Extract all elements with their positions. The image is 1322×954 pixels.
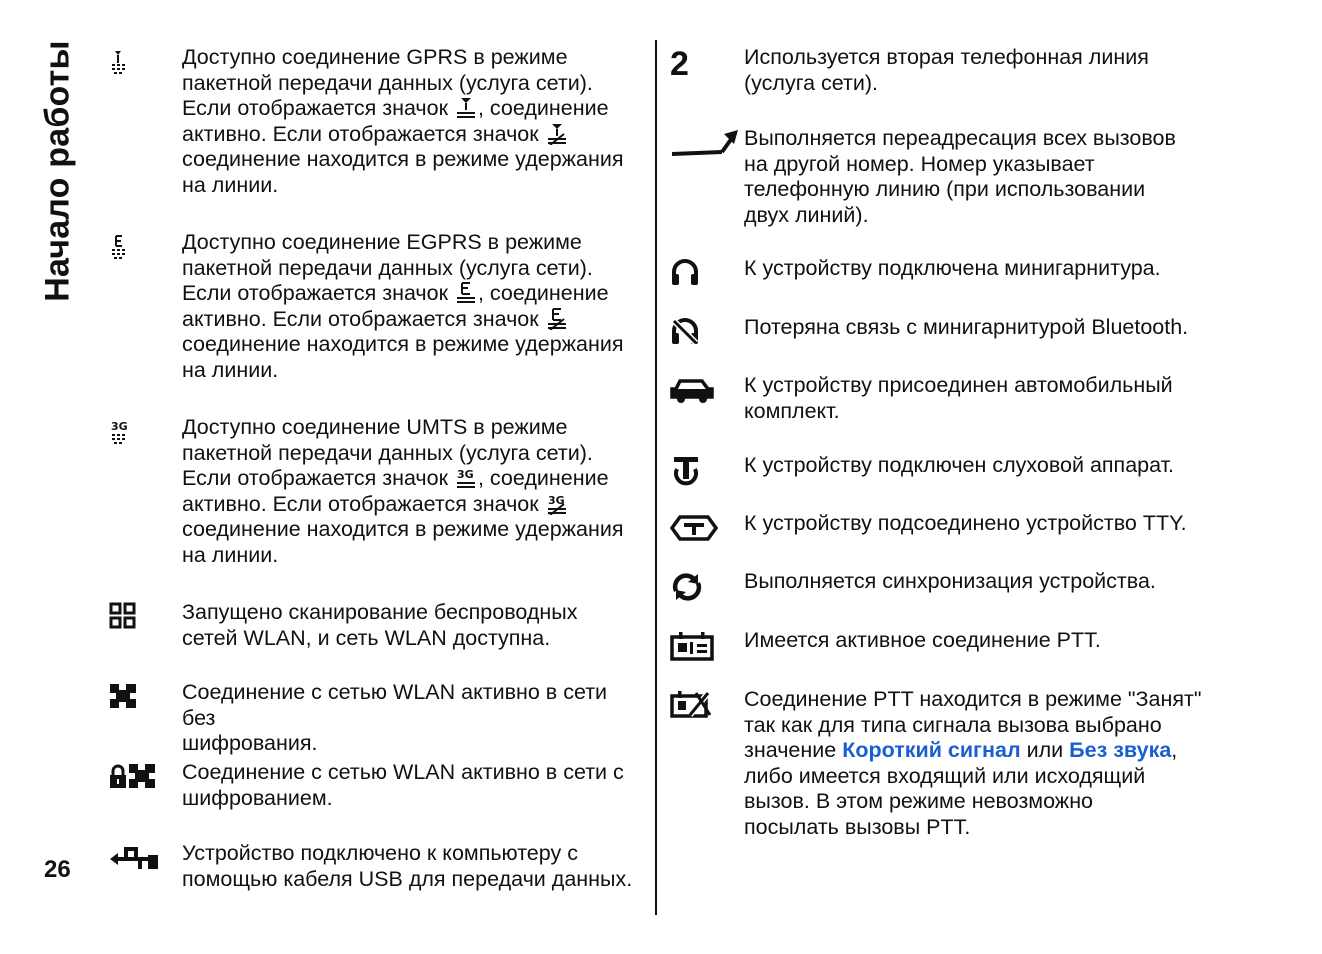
keyword-silent: Без звука [1069,738,1172,762]
gprs-hold-icon [546,123,568,145]
entry-car-kit-text: К устройству присоединен автомобильный комплект. [744,373,1173,423]
entry-wlan-active-text: Соединение с сетью WLAN активно в сети без шифрования. [182,680,608,755]
headset-icon [670,258,720,292]
entry-usb-text: Устройство подключено к компьютеру с помощью кабеля USB для передачи данных. [182,841,633,891]
umts-active-icon [455,467,477,489]
svg-text:3G: 3G [456,468,474,481]
call-divert-icon [670,128,740,162]
wlan-active-icon [108,682,158,716]
entry-egprs-text: Доступно соединение EGPRS в режиме пакетной передачи данных (услуга сети). Если отображается значок , соединение активно. Если отображается значок соединение находится в режиме удержания на линии. [182,230,624,382]
ptt-active-icon [670,630,720,664]
wlan-scan-icon [108,602,158,636]
svg-text:3G: 3G [111,420,128,433]
entry-gprs-text: Доступно соединение GPRS в режиме пакетной передачи данных (услуга сети). Если отображается значок , соединение активно. Если отображается значок соединение находится в режиме удержания на линии. [182,45,624,197]
entry-wlan-encrypted-text: Соединение с сетью WLAN активно в сети с шифрованием. [182,760,624,810]
umts-3g-icon [108,417,158,451]
entry-ptt-active-text: Имеется активное соединение PTT. [744,628,1101,652]
gprs-active-icon [455,97,477,119]
wlan-encrypted-icon [108,762,158,796]
entry-loopset-text: К устройству подключен слуховой аппарат. [744,453,1175,477]
car-kit-icon [670,375,720,409]
keyword-short-signal: Короткий сигнал [842,738,1021,762]
entry-sync-text: Выполняется синхронизация устройства. [744,569,1156,593]
entry-headset-text: К устройству подключена минигарнитура. [744,256,1161,280]
usb-icon [108,843,158,877]
umts-hold-icon [546,493,568,515]
gprs-icon [108,47,158,81]
entry-umts-text: Доступно соединение UMTS в режиме пакетной передачи данных (услуга сети). Если отображается значок 3G , соединение активно. Если отображается значок 3G соединение находится в режиме удержания на линии. [182,415,624,567]
entry-ptt-busy-text: Соединение PTT находится в режиме "Занят" так как для типа сигнала вызова выбрано значение Короткий сигнал или Без звука, либо имеется входящий или исходящий вызов. В этом режиме невозможно посылать вызовы PTT. [744,687,1202,839]
sync-icon [670,571,720,605]
section-title-vertical [20,38,96,303]
egprs-icon [108,232,158,266]
ptt-busy-icon [670,689,720,723]
entry-call-divert-text: Выполняется переадресация всех вызовов на другой номер. Номер указывает телефонную линию (при использовании двух линий). [744,126,1176,227]
line-two-icon: 2 [670,45,689,83]
column-divider [655,40,657,915]
svg-text:3G: 3G [547,493,565,507]
section-title-text: Начало работы [38,39,77,302]
entry-line-two-text: Используется вторая телефонная линия (услуга сети). [744,45,1149,95]
egprs-active-icon [455,282,477,304]
egprs-hold-icon [546,308,568,330]
entry-tty-text: К устройству подсоединено устройство TTY. [744,511,1187,535]
page-number: 26 [44,856,71,883]
entry-headset-lost-text: Потеряна связь с минигарнитурой Bluetooth. [744,315,1189,339]
entry-wlan-scan-text: Запущено сканирование беспроводных сетей WLAN, и сеть WLAN доступна. [182,600,578,650]
tty-icon [670,513,720,547]
headset-lost-icon [670,317,720,351]
loopset-icon [670,455,720,489]
